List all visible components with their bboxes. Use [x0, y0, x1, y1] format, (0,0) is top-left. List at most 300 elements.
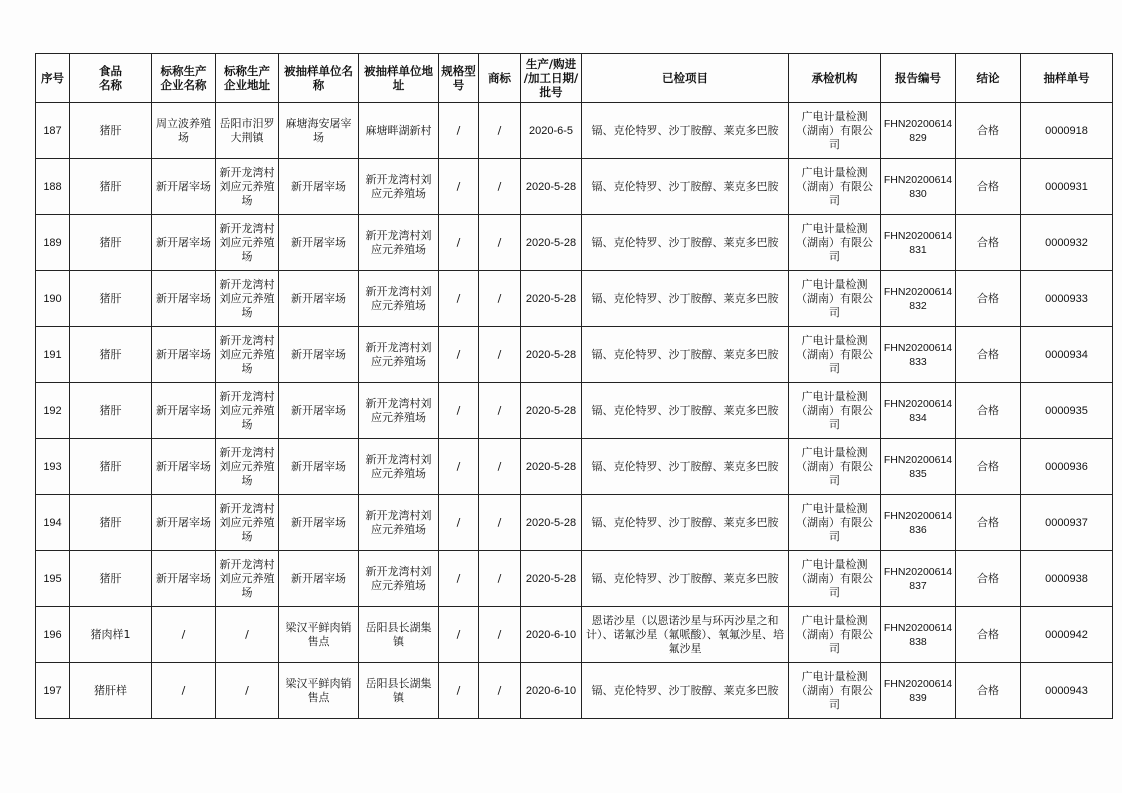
cell-trademark-text: /: [497, 683, 502, 697]
cell-food-name-text: 猪肝: [99, 235, 122, 249]
cell-producer-address-text: 新开龙湾村刘应元养殖场: [219, 557, 275, 599]
header-tested-items: [582, 54, 789, 103]
cell-testing-agency: [789, 327, 881, 383]
cell-seq-no-text: 191: [43, 348, 62, 361]
cell-food-name: [70, 439, 152, 495]
cell-conclusion-text: 合格: [977, 235, 999, 249]
header-sample-number-line: 抽样单号: [1043, 71, 1090, 85]
cell-conclusion-text: 合格: [977, 179, 999, 193]
cell-sampled-unit-name-text: 新开屠宰场: [291, 403, 346, 417]
cell-report-number-text: FHN20200614830: [883, 173, 953, 200]
cell-seq-no-text: 190: [43, 292, 62, 305]
cell-tested-items-text: 镉、克伦特罗、沙丁胺醇、莱克多巴胺: [591, 403, 779, 417]
cell-sampled-unit-address-text: 新开龙湾村刘应元养殖场: [365, 564, 432, 592]
cell-sampled-unit-name-text: 新开屠宰场: [291, 459, 346, 473]
cell-food-name-text: 猪肉样1: [90, 627, 131, 641]
cell-spec-model-text: /: [456, 291, 461, 305]
cell-sampled-unit-name-text: 新开屠宰场: [291, 347, 346, 361]
cell-trademark: [479, 607, 521, 663]
cell-trademark-text: /: [497, 627, 502, 641]
cell-conclusion: [956, 495, 1021, 551]
cell-sampled-unit-address: [359, 607, 439, 663]
header-spec-model-line: 号: [452, 78, 465, 92]
cell-report-number-text: FHN20200614835: [883, 453, 953, 480]
cell-sampled-unit-name: [279, 439, 359, 495]
cell-sample-number: [1021, 607, 1113, 663]
header-conclusion-line: 结论: [976, 71, 1000, 85]
header-testing-agency-line: 承检机构: [811, 71, 858, 85]
cell-tested-items-text: 镉、克伦特罗、沙丁胺醇、莱克多巴胺: [591, 347, 779, 361]
cell-sampled-unit-name-text: 新开屠宰场: [291, 571, 346, 585]
cell-sample-number-text: 0000935: [1045, 404, 1088, 417]
cell-sampled-unit-address-text: 新开龙湾村刘应元养殖场: [365, 396, 432, 424]
cell-producer-address: [216, 215, 279, 271]
cell-production-date: [521, 495, 582, 551]
header-spec-model-line: 规格型: [441, 64, 476, 78]
cell-food-name-text: 猪肝: [99, 515, 122, 529]
cell-producer-address: [216, 551, 279, 607]
cell-report-number-text: FHN20200614831: [883, 229, 953, 256]
cell-report-number: [881, 495, 956, 551]
table-row: [36, 327, 1113, 383]
table-row: [36, 495, 1113, 551]
cell-seq-no-text: 187: [43, 124, 62, 137]
cell-conclusion-text: 合格: [977, 683, 999, 697]
cell-sample-number: [1021, 495, 1113, 551]
cell-producer-address-text: /: [245, 683, 249, 697]
cell-spec-model-text: /: [456, 403, 461, 417]
cell-report-number-text: FHN20200614834: [883, 397, 953, 424]
cell-food-name: [70, 551, 152, 607]
cell-spec-model: [439, 439, 479, 495]
cell-sampled-unit-name: [279, 663, 359, 719]
cell-report-number-text: FHN20200614837: [883, 565, 953, 592]
cell-production-date: [521, 439, 582, 495]
cell-sample-number-text: 0000933: [1045, 292, 1088, 305]
cell-conclusion: [956, 103, 1021, 159]
cell-food-name: [70, 159, 152, 215]
cell-tested-items: [582, 551, 789, 607]
cell-seq-no-text: 196: [43, 628, 62, 641]
cell-conclusion-text: 合格: [977, 515, 999, 529]
cell-trademark-text: /: [497, 123, 502, 137]
cell-sampled-unit-address: [359, 439, 439, 495]
cell-seq-no: [36, 607, 70, 663]
cell-report-number: [881, 607, 956, 663]
cell-tested-items: [582, 159, 789, 215]
table-row: [36, 103, 1113, 159]
cell-conclusion: [956, 271, 1021, 327]
cell-conclusion: [956, 327, 1021, 383]
cell-tested-items: [582, 215, 789, 271]
cell-report-number: [881, 439, 956, 495]
cell-production-date: [521, 103, 582, 159]
table-row: [36, 383, 1113, 439]
cell-sampled-unit-name-text: 新开屠宰场: [291, 291, 346, 305]
header-food-name-line: 食品: [99, 64, 122, 78]
inspection-results-table: [35, 53, 1113, 719]
cell-tested-items-text: 镉、克伦特罗、沙丁胺醇、莱克多巴胺: [591, 515, 779, 529]
cell-food-name: [70, 103, 152, 159]
cell-producer-name-text: 新开屠宰场: [156, 571, 211, 585]
cell-sampled-unit-address: [359, 663, 439, 719]
cell-producer-name-text: 新开屠宰场: [156, 459, 211, 473]
header-production-date-line: 批号: [539, 85, 563, 99]
cell-seq-no-text: 194: [43, 516, 62, 529]
cell-spec-model: [439, 663, 479, 719]
cell-conclusion-text: 合格: [977, 459, 999, 473]
header-conclusion: [956, 54, 1021, 103]
cell-trademark: [479, 439, 521, 495]
cell-producer-address: [216, 103, 279, 159]
cell-testing-agency: [789, 439, 881, 495]
cell-producer-address: [216, 495, 279, 551]
cell-food-name-text: 猪肝: [99, 179, 122, 193]
cell-sampled-unit-name: [279, 383, 359, 439]
cell-production-date: [521, 159, 582, 215]
cell-production-date: [521, 607, 582, 663]
cell-producer-name: [152, 327, 216, 383]
cell-spec-model-text: /: [456, 515, 461, 529]
cell-spec-model: [439, 271, 479, 327]
cell-producer-name-text: 新开屠宰场: [156, 291, 211, 305]
cell-producer-address-text: 新开龙湾村刘应元养殖场: [219, 445, 275, 487]
cell-food-name: [70, 607, 152, 663]
cell-trademark: [479, 215, 521, 271]
cell-report-number: [881, 383, 956, 439]
cell-production-date: [521, 215, 582, 271]
cell-seq-no-text: 192: [43, 404, 62, 417]
cell-sampled-unit-address: [359, 327, 439, 383]
header-sample-number: [1021, 54, 1113, 103]
cell-conclusion-text: 合格: [977, 291, 999, 305]
cell-spec-model: [439, 383, 479, 439]
cell-producer-name-text: 新开屠宰场: [156, 347, 211, 361]
cell-report-number: [881, 327, 956, 383]
cell-sample-number: [1021, 439, 1113, 495]
cell-report-number-text: FHN20200614829: [883, 117, 953, 144]
cell-producer-name-text: 周立波养殖场: [156, 116, 211, 144]
cell-sampled-unit-address-text: 新开龙湾村刘应元养殖场: [365, 508, 432, 536]
cell-sample-number-text: 0000934: [1045, 348, 1088, 361]
cell-spec-model-text: /: [456, 683, 461, 697]
cell-tested-items: [582, 383, 789, 439]
cell-testing-agency: [789, 551, 881, 607]
cell-sampled-unit-address-text: 新开龙湾村刘应元养殖场: [365, 452, 432, 480]
cell-seq-no: [36, 103, 70, 159]
cell-seq-no: [36, 159, 70, 215]
cell-sampled-unit-address-text: 新开龙湾村刘应元养殖场: [365, 340, 432, 368]
cell-producer-address: [216, 607, 279, 663]
cell-producer-address: [216, 327, 279, 383]
cell-spec-model-text: /: [456, 179, 461, 193]
cell-seq-no: [36, 327, 70, 383]
cell-producer-address: [216, 159, 279, 215]
cell-food-name: [70, 383, 152, 439]
cell-seq-no: [36, 439, 70, 495]
cell-sampled-unit-name: [279, 159, 359, 215]
cell-conclusion: [956, 439, 1021, 495]
cell-production-date: [521, 383, 582, 439]
cell-sampled-unit-address: [359, 103, 439, 159]
cell-sampled-unit-address: [359, 159, 439, 215]
cell-testing-agency-text: 广电计量检测（湖南）有限公司: [796, 613, 873, 655]
cell-tested-items-text: 镉、克伦特罗、沙丁胺醇、莱克多巴胺: [591, 235, 779, 249]
cell-seq-no-text: 193: [43, 460, 62, 473]
cell-sample-number: [1021, 271, 1113, 327]
cell-food-name: [70, 495, 152, 551]
cell-conclusion: [956, 663, 1021, 719]
cell-producer-name: [152, 383, 216, 439]
cell-food-name-text: 猪肝: [99, 571, 122, 585]
cell-trademark: [479, 103, 521, 159]
cell-producer-name-text: 新开屠宰场: [156, 515, 211, 529]
cell-production-date-text: 2020-5-28: [525, 180, 577, 193]
cell-report-number: [881, 215, 956, 271]
cell-conclusion: [956, 551, 1021, 607]
header-production-date-line: /加工日期/: [523, 71, 579, 85]
header-sampled-unit-name: [279, 54, 359, 103]
cell-producer-name: [152, 495, 216, 551]
cell-sampled-unit-address: [359, 271, 439, 327]
cell-producer-address: [216, 383, 279, 439]
table-row: [36, 159, 1113, 215]
cell-sampled-unit-address-text: 新开龙湾村刘应元养殖场: [365, 228, 432, 256]
cell-sampled-unit-name: [279, 327, 359, 383]
cell-spec-model-text: /: [456, 459, 461, 473]
cell-sampled-unit-address: [359, 551, 439, 607]
header-producer-name-line: 标称生产: [160, 64, 207, 78]
cell-producer-address: [216, 663, 279, 719]
cell-seq-no: [36, 383, 70, 439]
header-testing-agency: [789, 54, 881, 103]
cell-production-date-text: 2020-5-28: [525, 572, 577, 585]
cell-sample-number: [1021, 215, 1113, 271]
cell-sample-number: [1021, 663, 1113, 719]
cell-producer-name: [152, 159, 216, 215]
cell-sampled-unit-address: [359, 215, 439, 271]
cell-production-date-text: 2020-5-28: [525, 292, 577, 305]
cell-sampled-unit-name-text: 梁汉平鲜肉销售点: [285, 676, 352, 704]
header-spec-model: [439, 54, 479, 103]
cell-trademark-text: /: [497, 571, 502, 585]
cell-trademark: [479, 159, 521, 215]
cell-food-name: [70, 327, 152, 383]
cell-food-name-text: 猪肝: [99, 347, 122, 361]
cell-sample-number: [1021, 327, 1113, 383]
cell-testing-agency: [789, 271, 881, 327]
cell-producer-name-text: 新开屠宰场: [156, 403, 211, 417]
cell-producer-name-text: /: [181, 683, 186, 697]
header-tested-items-line: 已检项目: [662, 71, 708, 85]
cell-spec-model-text: /: [456, 627, 461, 641]
cell-producer-address-text: 新开龙湾村刘应元养殖场: [219, 389, 275, 431]
header-production-date-line: 生产/购进: [525, 57, 577, 71]
cell-tested-items-text: 镉、克伦特罗、沙丁胺醇、莱克多巴胺: [591, 571, 779, 585]
cell-spec-model: [439, 159, 479, 215]
cell-testing-agency-text: 广电计量检测（湖南）有限公司: [796, 669, 873, 711]
cell-testing-agency-text: 广电计量检测（湖南）有限公司: [796, 389, 873, 431]
cell-producer-name-text: /: [181, 627, 186, 641]
cell-sample-number-text: 0000942: [1045, 628, 1088, 641]
header-food-name: [70, 54, 152, 103]
cell-tested-items-text: 镉、克伦特罗、沙丁胺醇、莱克多巴胺: [591, 683, 779, 697]
cell-sample-number-text: 0000936: [1045, 460, 1088, 473]
cell-spec-model-text: /: [456, 571, 461, 585]
cell-testing-agency-text: 广电计量检测（湖南）有限公司: [796, 277, 873, 319]
cell-producer-name: [152, 215, 216, 271]
cell-production-date: [521, 327, 582, 383]
cell-spec-model-text: /: [456, 123, 461, 137]
cell-tested-items-text: 恩诺沙星（以恩诺沙星与环丙沙星之和计）、诺氟沙星（氟哌酸）、氧氟沙星、培氟沙星: [586, 613, 784, 655]
table-row: [36, 607, 1113, 663]
cell-production-date-text: 2020-5-28: [525, 460, 577, 473]
cell-trademark-text: /: [497, 459, 502, 473]
cell-seq-no: [36, 495, 70, 551]
cell-tested-items-text: 镉、克伦特罗、沙丁胺醇、莱克多巴胺: [591, 123, 779, 137]
cell-report-number: [881, 159, 956, 215]
cell-testing-agency: [789, 495, 881, 551]
cell-testing-agency-text: 广电计量检测（湖南）有限公司: [796, 445, 873, 487]
cell-sample-number-text: 0000937: [1045, 516, 1088, 529]
cell-sampled-unit-name-text: 新开屠宰场: [291, 179, 346, 193]
header-food-name-line: 名称: [99, 78, 122, 92]
cell-sampled-unit-name: [279, 551, 359, 607]
cell-spec-model: [439, 215, 479, 271]
cell-food-name-text: 猪肝: [99, 123, 122, 137]
header-producer-address-line: 企业地址: [224, 78, 270, 92]
cell-trademark-text: /: [497, 291, 502, 305]
cell-producer-name: [152, 551, 216, 607]
cell-producer-name: [152, 103, 216, 159]
cell-producer-address-text: 新开龙湾村刘应元养殖场: [219, 221, 275, 263]
cell-tested-items-text: 镉、克伦特罗、沙丁胺醇、莱克多巴胺: [591, 291, 779, 305]
cell-producer-name: [152, 663, 216, 719]
cell-food-name-text: 猪肝: [99, 403, 122, 417]
cell-report-number-text: FHN20200614832: [883, 285, 953, 312]
cell-producer-address-text: 新开龙湾村刘应元养殖场: [219, 333, 275, 375]
cell-production-date-text: 2020-6-10: [525, 628, 577, 641]
cell-trademark-text: /: [497, 515, 502, 529]
cell-seq-no-text: 195: [43, 572, 62, 585]
cell-sampled-unit-address-text: 岳阳县长湖集镇: [365, 620, 432, 648]
cell-production-date: [521, 663, 582, 719]
table-row: [36, 663, 1113, 719]
header-production-date: [521, 54, 582, 103]
cell-sample-number-text: 0000943: [1045, 684, 1088, 697]
header-producer-name-line: 企业名称: [160, 78, 207, 92]
table-row: [36, 551, 1113, 607]
cell-sampled-unit-name: [279, 103, 359, 159]
cell-report-number-text: FHN20200614836: [883, 509, 953, 536]
cell-report-number-text: FHN20200614833: [883, 341, 953, 368]
cell-conclusion-text: 合格: [977, 627, 999, 641]
cell-tested-items-text: 镉、克伦特罗、沙丁胺醇、莱克多巴胺: [591, 459, 779, 473]
cell-seq-no: [36, 271, 70, 327]
cell-report-number: [881, 103, 956, 159]
cell-trademark-text: /: [497, 347, 502, 361]
cell-spec-model-text: /: [456, 235, 461, 249]
cell-trademark: [479, 327, 521, 383]
cell-trademark-text: /: [497, 235, 502, 249]
cell-producer-name: [152, 271, 216, 327]
cell-producer-address-text: 新开龙湾村刘应元养殖场: [219, 277, 275, 319]
cell-tested-items: [582, 103, 789, 159]
cell-tested-items-text: 镉、克伦特罗、沙丁胺醇、莱克多巴胺: [591, 179, 779, 193]
cell-food-name-text: 猪肝: [99, 291, 122, 305]
inspection-results-sheet: [35, 53, 1113, 719]
cell-sampled-unit-address-text: 新开龙湾村刘应元养殖场: [365, 172, 432, 200]
cell-trademark-text: /: [497, 403, 502, 417]
cell-production-date-text: 2020-5-28: [525, 236, 577, 249]
header-trademark-line: 商标: [488, 71, 511, 85]
cell-conclusion-text: 合格: [977, 123, 999, 137]
cell-testing-agency: [789, 663, 881, 719]
cell-seq-no: [36, 215, 70, 271]
header-sampled-unit-name-line: 被抽样单位名: [284, 64, 353, 78]
cell-testing-agency: [789, 383, 881, 439]
cell-production-date: [521, 551, 582, 607]
cell-food-name: [70, 271, 152, 327]
header-sampled-unit-address-line: 被抽样单位地: [364, 64, 433, 78]
cell-sampled-unit-address: [359, 383, 439, 439]
cell-sampled-unit-address-text: 岳阳县长湖集镇: [365, 676, 432, 704]
header-report-number-line: 报告编号: [895, 71, 941, 85]
header-seq-no: [36, 54, 70, 103]
cell-sampled-unit-name-text: 梁汉平鲜肉销售点: [285, 620, 352, 648]
cell-seq-no-text: 197: [43, 684, 62, 697]
cell-food-name: [70, 663, 152, 719]
cell-report-number-text: FHN20200614838: [883, 621, 953, 648]
cell-producer-address-text: 新开龙湾村刘应元养殖场: [219, 501, 275, 543]
cell-sample-number: [1021, 103, 1113, 159]
cell-sampled-unit-name: [279, 495, 359, 551]
cell-production-date: [521, 271, 582, 327]
cell-testing-agency: [789, 607, 881, 663]
cell-report-number: [881, 663, 956, 719]
cell-producer-name: [152, 439, 216, 495]
cell-sampled-unit-address-text: 麻塘畔湖新村: [365, 123, 432, 137]
header-sampled-unit-address-line: 址: [392, 78, 405, 92]
table-body: [36, 103, 1113, 719]
cell-conclusion-text: 合格: [977, 571, 999, 585]
cell-producer-address-text: 新开龙湾村刘应元养殖场: [219, 165, 275, 207]
cell-sampled-unit-address-text: 新开龙湾村刘应元养殖场: [365, 284, 432, 312]
cell-production-date-text: 2020-5-28: [525, 404, 577, 417]
cell-testing-agency-text: 广电计量检测（湖南）有限公司: [796, 221, 873, 263]
cell-producer-address: [216, 439, 279, 495]
cell-conclusion-text: 合格: [977, 347, 999, 361]
cell-sample-number: [1021, 383, 1113, 439]
cell-tested-items: [582, 663, 789, 719]
cell-testing-agency-text: 广电计量检测（湖南）有限公司: [796, 109, 873, 151]
cell-sample-number-text: 0000931: [1045, 180, 1088, 193]
cell-sampled-unit-name-text: 新开屠宰场: [291, 515, 346, 529]
cell-tested-items: [582, 607, 789, 663]
cell-sampled-unit-name: [279, 215, 359, 271]
header-seq-no-line: 序号: [41, 71, 64, 85]
cell-food-name-text: 猪肝: [99, 459, 122, 473]
cell-testing-agency-text: 广电计量检测（湖南）有限公司: [796, 165, 873, 207]
cell-trademark-text: /: [497, 179, 502, 193]
cell-producer-address: [216, 271, 279, 327]
table-row: [36, 215, 1113, 271]
cell-production-date-text: 2020-5-28: [525, 348, 577, 361]
cell-seq-no: [36, 551, 70, 607]
cell-production-date-text: 2020-6-5: [528, 124, 574, 137]
header-producer-address: [216, 54, 279, 103]
table-row: [36, 439, 1113, 495]
